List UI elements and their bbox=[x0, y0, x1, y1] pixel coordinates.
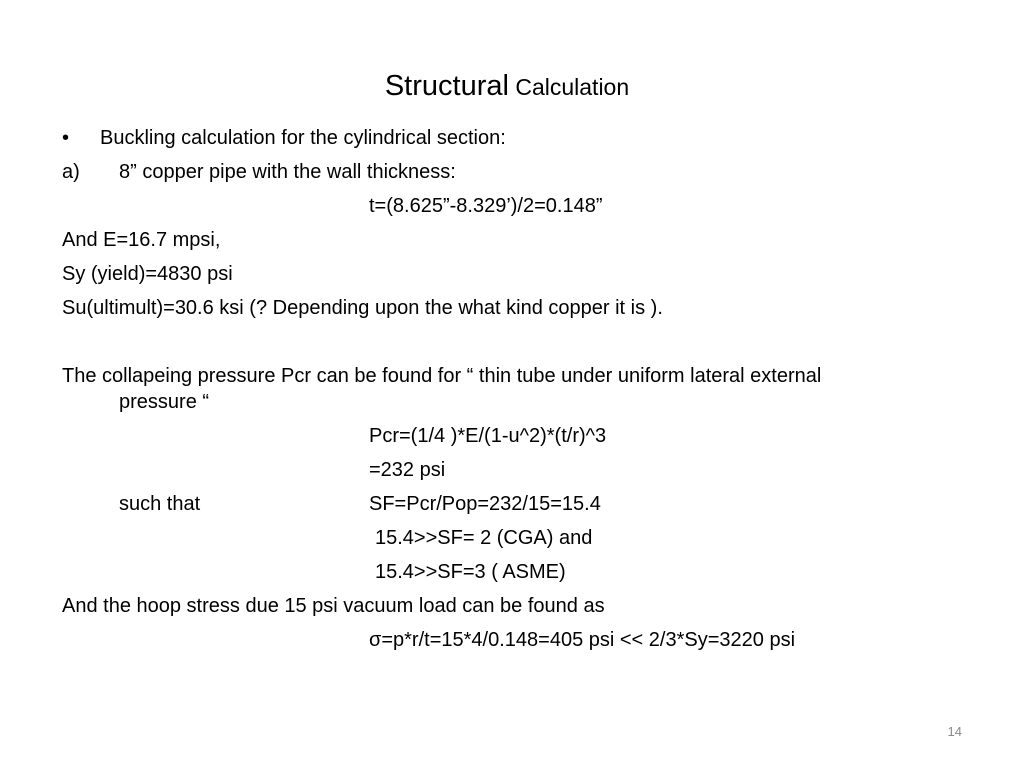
yield-line: Sy (yield)=4830 psi bbox=[62, 263, 233, 285]
pcr-formula: Pcr=(1/4 )*E/(1-u^2)*(t/r)^3 bbox=[369, 425, 607, 447]
bullet-icon: • bbox=[62, 127, 70, 149]
ultimate-line: Su(ultimult)=30.6 ksi (? Depending upon the what kind copper it is ). bbox=[62, 297, 663, 319]
slide-title bbox=[0, 70, 1014, 103]
such-that-label: such that bbox=[119, 493, 201, 515]
item-a-marker: a) bbox=[62, 161, 80, 183]
thickness-formula: t=(8.625”-8.329’)/2=0.148” bbox=[369, 195, 603, 217]
bullet-text: Buckling calculation for the cylindrical section: bbox=[100, 127, 506, 149]
hoop-formula: σ=p*r/t=15*4/0.148=405 psi << 2/3*Sy=3220 psi bbox=[369, 629, 796, 651]
pcr-value: =232 psi bbox=[369, 459, 446, 481]
collapse-line-1: The collapeing pressure Pcr can be found for “ thin tube under uniform lateral external bbox=[62, 365, 822, 387]
collapse-line-2: pressure “ bbox=[119, 391, 210, 413]
modulus-line: And E=16.7 mpsi, bbox=[62, 229, 221, 251]
page-number: 14 bbox=[947, 724, 962, 739]
sf-cga-line: 15.4>>SF= 2 (CGA) and bbox=[375, 527, 593, 549]
sf-formula: SF=Pcr/Pop=232/15=15.4 bbox=[369, 493, 601, 515]
title-calculation: Calculation bbox=[508, 74, 630, 100]
sf-asme-line: 15.4>>SF=3 ( ASME) bbox=[375, 561, 566, 583]
item-a-text: 8” copper pipe with the wall thickness: bbox=[119, 161, 456, 183]
hoop-intro: And the hoop stress due 15 psi vacuum load can be found as bbox=[62, 595, 605, 617]
title-structural: Structural bbox=[384, 70, 509, 102]
